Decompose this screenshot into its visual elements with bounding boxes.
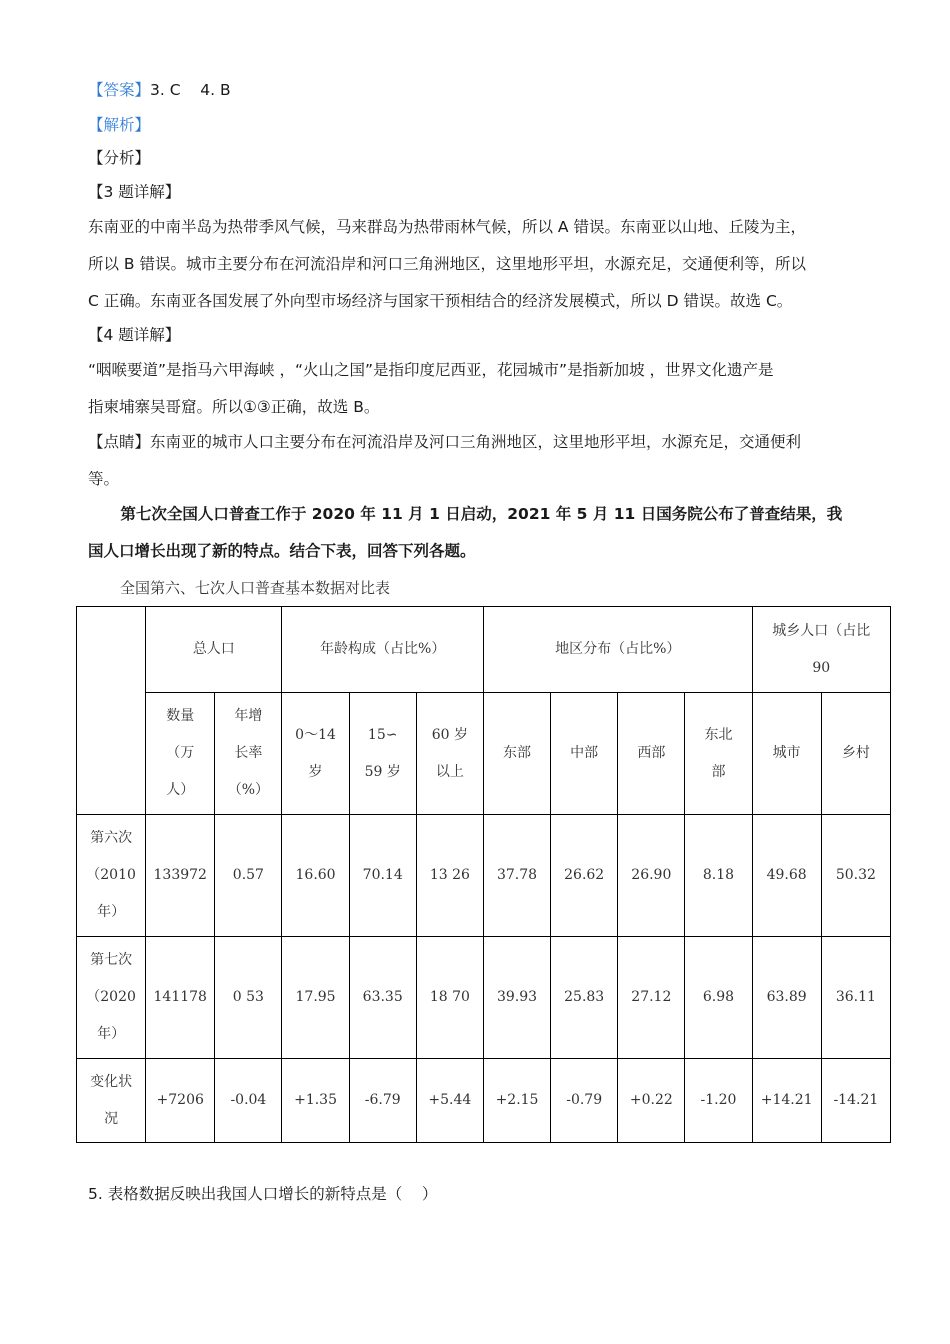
cell: 8.18 bbox=[685, 815, 752, 937]
table-row bbox=[77, 815, 891, 937]
cell: 63.35 bbox=[349, 937, 416, 1059]
q3-line: 东南亚的中南半岛为热带季风气候，马来群岛为热带雨林气候，所以 A 错误。东南亚以山地、丘陵为主， bbox=[88, 218, 806, 236]
cell: 141178 bbox=[146, 937, 215, 1059]
cell: 26.90 bbox=[618, 815, 685, 937]
cell: -14.21 bbox=[821, 1059, 890, 1143]
cell: 16.60 bbox=[282, 815, 349, 937]
sub-northeast: 东北 部 bbox=[685, 693, 752, 815]
q4-header: 【4 题详解】 bbox=[88, 326, 181, 344]
sub-age-0-14: 0～14 岁 bbox=[282, 693, 349, 815]
answer-label: 【答案】 bbox=[88, 81, 151, 99]
group-urban-rural: 城乡人口（占比 90 bbox=[752, 607, 890, 693]
sub-quantity: 数量 （万 人） bbox=[146, 693, 215, 815]
cell: 36.11 bbox=[821, 937, 890, 1059]
sub-west: 西部 bbox=[618, 693, 685, 815]
cell: 50.32 bbox=[821, 815, 890, 937]
dianjing-text: 东南亚的城市人口主要分布在河流沿岸及河口三角洲地区，这里地形平坦，水源充足，交通便利 bbox=[150, 433, 802, 451]
row-label: 第六次 （2010 年） bbox=[77, 815, 146, 937]
dianjing-label: 【点睛】 bbox=[88, 433, 151, 451]
cell: 25.83 bbox=[551, 937, 618, 1059]
q3-header: 【3 题详解】 bbox=[88, 183, 181, 201]
q4-line: 指柬埔寨吴哥窟。所以①③正确，故选 B。 bbox=[88, 398, 380, 416]
cell: +0.22 bbox=[618, 1059, 685, 1143]
cell: 27.12 bbox=[618, 937, 685, 1059]
table-row bbox=[77, 1059, 891, 1143]
sub-urban: 城市 bbox=[752, 693, 821, 815]
cell: 18 70 bbox=[416, 937, 483, 1059]
cell: +14.21 bbox=[752, 1059, 821, 1143]
intro-line: 第七次全国人口普查工作于 2020 年 11 月 1 日启动，2021 年 5 月 11 日国务院公布了普查结果，我 bbox=[88, 505, 843, 523]
table-header-row bbox=[77, 607, 891, 693]
cell: +1.35 bbox=[282, 1059, 349, 1143]
cell: 70.14 bbox=[349, 815, 416, 937]
corner-cell bbox=[77, 607, 146, 815]
answer-line bbox=[88, 80, 231, 100]
cell: -6.79 bbox=[349, 1059, 416, 1143]
sub-growth: 年增 长率 （%） bbox=[215, 693, 282, 815]
cell: 0.57 bbox=[215, 815, 282, 937]
sub-age-15-59: 15∽ 59 岁 bbox=[349, 693, 416, 815]
intro-line: 国人口增长出现了新的特点。结合下表，回答下列各题。 bbox=[88, 542, 476, 560]
sub-east: 东部 bbox=[483, 693, 550, 815]
answer-text: 3. C 4. B bbox=[150, 81, 231, 99]
group-region: 地区分布（占比%） bbox=[483, 607, 752, 693]
sub-age-60: 60 岁 以上 bbox=[416, 693, 483, 815]
cell: +2.15 bbox=[483, 1059, 550, 1143]
cell: 17.95 bbox=[282, 937, 349, 1059]
group-age: 年龄构成（占比%） bbox=[282, 607, 483, 693]
table-row bbox=[77, 937, 891, 1059]
cell: 39.93 bbox=[483, 937, 550, 1059]
table-caption: 全国第六、七次人口普查基本数据对比表 bbox=[120, 579, 391, 597]
q3-line: C 正确。东南亚各国发展了外向型市场经济与国家干预相结合的经济发展模式，所以 D 错误。故选 C。 bbox=[88, 292, 793, 310]
cell: -0.79 bbox=[551, 1059, 618, 1143]
sub-central: 中部 bbox=[551, 693, 618, 815]
cell: -0.04 bbox=[215, 1059, 282, 1143]
cell: +7206 bbox=[146, 1059, 215, 1143]
q4-line: “咽喉要道”是指马六甲海峡 ，“火山之国”是指印度尼西亚，花园城市”是指新加坡 ，世界文化遗产是 bbox=[88, 361, 774, 379]
q3-line: 所以 B 错误。城市主要分布在河流沿岸和河口三角洲地区，这里地形平坦，水源充足，交通便利等，所以 bbox=[88, 255, 806, 273]
cell: 49.68 bbox=[752, 815, 821, 937]
cell: 0 53 bbox=[215, 937, 282, 1059]
dianjing-line2: 等。 bbox=[88, 470, 120, 488]
dianjing-line bbox=[88, 432, 801, 452]
cell: 26.62 bbox=[551, 815, 618, 937]
cell: 13 26 bbox=[416, 815, 483, 937]
sub-rural: 乡村 bbox=[821, 693, 890, 815]
group-total: 总人口 bbox=[146, 607, 282, 693]
row-label: 变化状 况 bbox=[77, 1059, 146, 1143]
cell: -1.20 bbox=[685, 1059, 752, 1143]
question-5: 5. 表格数据反映出我国人口增长的新特点是（ ） bbox=[88, 1185, 438, 1203]
cell: 6.98 bbox=[685, 937, 752, 1059]
cell: 63.89 bbox=[752, 937, 821, 1059]
census-table bbox=[76, 606, 891, 1143]
table-subheader-row bbox=[77, 693, 891, 815]
cell: 37.78 bbox=[483, 815, 550, 937]
fenxi-label: 【分析】 bbox=[88, 149, 151, 167]
analysis-label: 【解析】 bbox=[88, 116, 151, 134]
cell: 133972 bbox=[146, 815, 215, 937]
row-label: 第七次 （2020 年） bbox=[77, 937, 146, 1059]
cell: +5.44 bbox=[416, 1059, 483, 1143]
